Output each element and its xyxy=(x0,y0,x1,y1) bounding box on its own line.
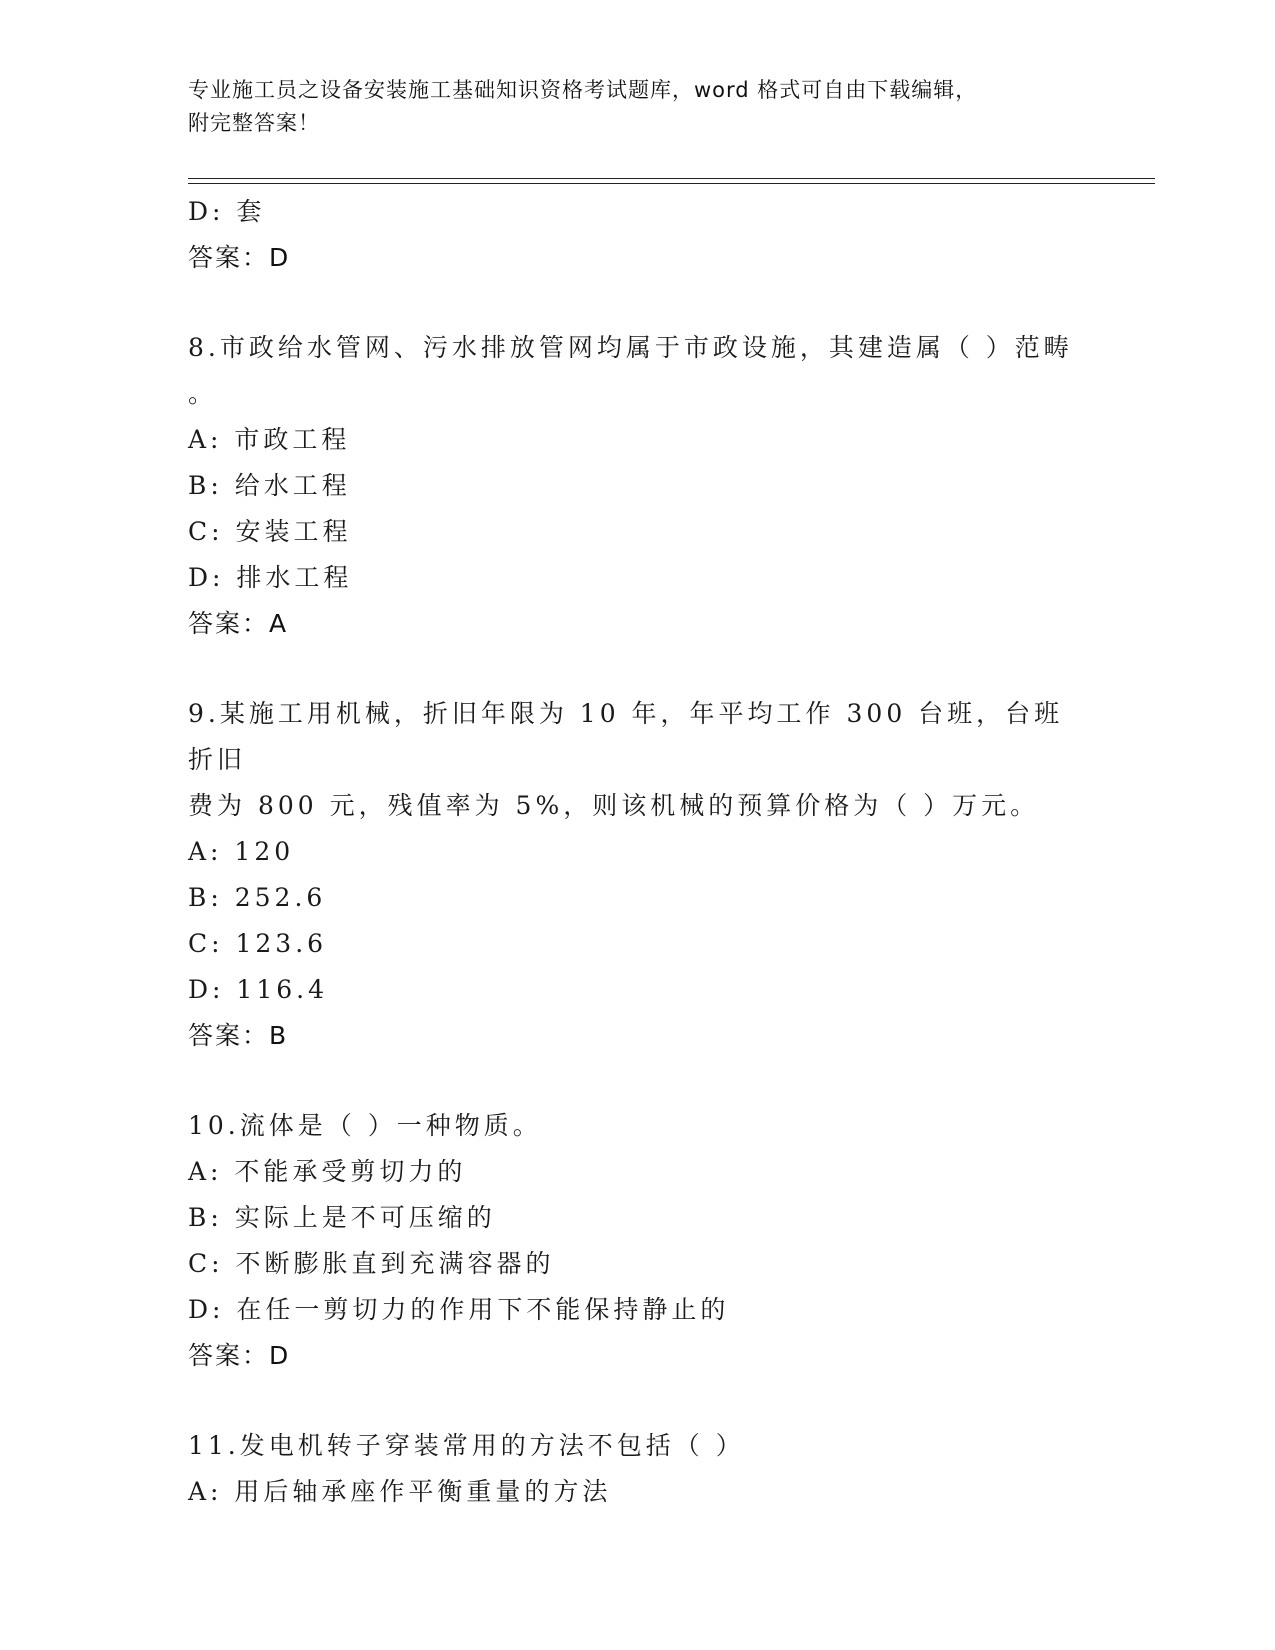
question-11-text: 11.发电机转子穿装常用的方法不包括（ ） xyxy=(188,1431,745,1460)
question-8-option-a: A: 市政工程 xyxy=(188,425,351,454)
question-9 xyxy=(188,691,1088,1059)
header-divider-bottom xyxy=(188,183,1155,184)
question-11-option-a: A: 用后轴承座作平衡重量的方法 xyxy=(188,1477,612,1506)
question-8-option-d: D: 排水工程 xyxy=(188,563,353,592)
question-8-text: 8.市政给水管网、污水排放管网均属于市政设施，其建造属（ ）范畴 xyxy=(188,333,1073,362)
header-divider-top xyxy=(188,178,1155,179)
question-8-text-cont: 。 xyxy=(188,379,218,408)
prev-answer: 答案：D xyxy=(188,243,291,272)
question-9-option-d: D: 116.4 xyxy=(188,975,328,1004)
question-9-option-b: B: 252.6 xyxy=(188,883,327,912)
question-10-option-b: B: 实际上是不可压缩的 xyxy=(188,1203,496,1232)
question-9-text-cont: 费为 800 元，残值率为 5%，则该机械的预算价格为（ ）万元。 xyxy=(188,791,1040,820)
question-9-option-c: C: 123.6 xyxy=(188,929,328,958)
question-10-option-c: C: 不断膨胀直到充满容器的 xyxy=(188,1249,555,1278)
question-10-option-d: D: 在任一剪切力的作用下不能保持静止的 xyxy=(188,1295,730,1324)
question-11 xyxy=(188,1423,1088,1515)
question-10-answer: 答案：D xyxy=(188,1341,291,1370)
header-line-2: 附完整答案！ xyxy=(188,111,320,135)
question-10 xyxy=(188,1103,1088,1379)
question-10-option-a: A: 不能承受剪切力的 xyxy=(188,1157,467,1186)
header-line-1: 专业施工员之设备安装施工基础知识资格考试题库，word 格式可自由下载编辑， xyxy=(188,78,978,102)
question-8-answer: 答案：A xyxy=(188,609,289,638)
question-list xyxy=(188,189,1088,1515)
question-9-text: 9.某施工用机械，折旧年限为 10 年，年平均工作 300 台班，台班折旧 xyxy=(188,699,1064,774)
prev-option-d: D: 套 xyxy=(188,197,266,226)
question-9-answer: 答案：B xyxy=(188,1021,289,1050)
document-header xyxy=(188,74,1088,140)
question-8-option-c: C: 安装工程 xyxy=(188,517,352,546)
question-8-option-b: B: 给水工程 xyxy=(188,471,351,500)
question-10-text: 10.流体是（ ）一种物质。 xyxy=(188,1111,542,1140)
question-9-option-a: A: 120 xyxy=(188,837,295,866)
question-8 xyxy=(188,325,1088,647)
